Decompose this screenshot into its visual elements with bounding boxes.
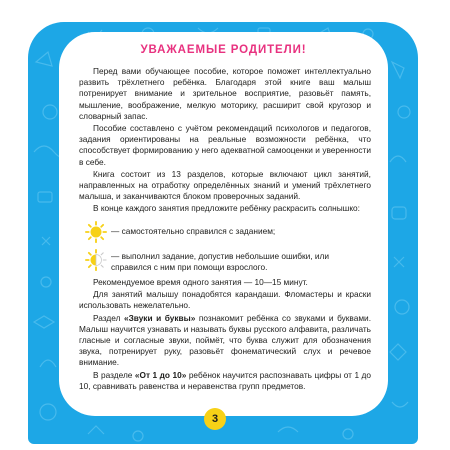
paragraph-section-letters: [79, 313, 371, 369]
paragraph-sun-instruction: В конце каждого занятия предложите ребёнку раскрасить солнышко:: [93, 203, 360, 214]
section-letters-before: Раздел: [93, 312, 124, 323]
paragraph-materials: Для занятий малышу понадобятся карандаши. Фломастеры и краски использовать нежелательно.: [79, 289, 371, 311]
legend-row-full: [79, 221, 371, 243]
paragraph-section-numbers: [79, 370, 371, 392]
paragraph-structure: Книга состоит из 13 разделов, которые включают цикл занятий, направленных на отработку определённых знаний и умений трёхлетнего малыша, и заканчиваются блоком проверочных заданий.: [79, 168, 371, 202]
sun-half-icon: [85, 249, 107, 271]
content-body: [79, 66, 371, 393]
page-title: УВАЖАЕМЫЕ РОДИТЕЛИ!: [140, 44, 307, 56]
legend-text-full: — самостоятельно справился с заданием;: [111, 225, 276, 236]
section-numbers-title: «От 1 до 10»: [134, 369, 187, 380]
sun-full-icon: [85, 221, 107, 243]
legend-text-half: — выполнил задание, допустив небольшие ошибки, или справился с ним при помощи взрослого.: [111, 250, 330, 272]
section-letters-after: познакомит ребёнка со звуками и буквами. Малыш научится узнавать и называть буквы русского алфавита, различать гласные и согласные звуки, поймёт, что буква служит для обозначения звука, потренирует руку, разовьёт фонематический слух и речевое внимание.: [79, 312, 371, 368]
section-numbers-before: В разделе: [93, 369, 135, 380]
legend-row-half: [79, 249, 371, 273]
section-letters-title: «Звуки и буквы»: [123, 312, 196, 323]
section-numbers-after: ребёнок научится распознавать цифры от 1 до 10, сравнивать равенства и неравенства групп предметов.: [79, 369, 372, 391]
paragraph-intro: Перед вами обучающее пособие, которое поможет интеллектуально развить трёхлетнего ребёнка. Благодаря этой книге ваш малыш потренирует внимание и зрительное восприятие, разовьёт память, мышление, воображение, мелкую моторику, расширит свой кругозор и словарный запас.: [79, 66, 371, 121]
page-number: 3: [204, 408, 226, 430]
paragraph-method: Пособие составлено с учётом рекомендаций психологов и педагогов, задания ориентированы на реальные возможности ребёнка, что способствует формированию у него адекватной самооценки и уверенности в себе.: [79, 123, 371, 167]
paragraph-time: Рекомендуемое время одного занятия — 10—15 минут.: [93, 277, 308, 288]
